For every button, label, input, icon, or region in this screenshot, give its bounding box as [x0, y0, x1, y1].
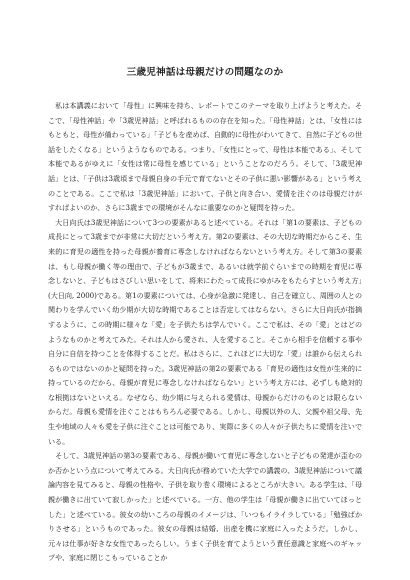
document-body — [48, 99, 362, 566]
paragraph: 私は本講義において「母性」に興味を持ち、レポートでこのテーマを取り上げようと考えた。そこで、「母性神話」や「3歳児神話」と呼ばれるものの存在を知った。「母性神話」とは、「女性にはもともと、母性が備わっている」「子どもを産めば、自動的に母性がわいてきて、自然に子どもの世話をしたくなる」というようなものである。つまり、「女性にとって、母性は本能である」、そして本能であるがゆえに「女性は常に母性を感じている」ということなのだろう。そして、「3歳児神話」とは、「子供は3歳頃まで母親自身の手元で育てないとその子供に悪い影響がある」という考えのことである。ここで私は「3歳児神話」において、子供と向き合い、愛情を注ぐのは母親だけがすればよいのか、さらに3歳までの環境がそんなに重要なのかと疑問を持った。 — [48, 101, 362, 213]
paragraph: そして、3歳児神話の第3の要素である、母親が働いて育児に専念しないと子どもの発達が歪むのか否かという点について考えてみる。大日向氏が務めていた大学での講義の、3歳児神話について議論内容を見てみると、母親の性格や、子供を取り巻く環境によるところが大きい。ある学生は、「母親が働きに出ていて寂しかった」と述べている。一方、他の学生は「母親が働きに出ていてほっとした」と述べている。彼女の幼いころの母親のイメージは、「いつもイライラしている」「勉強ばかりさせる」というものであった。彼女の母親は結婚、出産を機に家庭に入ったようだ。しかし、元々は仕事が好きな女性であったらしい。うまく子供を育てようという責任意識と家庭へのギャップや、家庭に閉じこもっていることか — [48, 451, 362, 563]
paragraph: 大日向氏は3歳児神話について3つの要素があると述べている。それは「第1の要素は、子どもの成長にとって3歳までが非常に大切だという考え方。第2の要素は、その大切な時期だからこそ、生来的に育児の適性を持った母親が養育に専念しなければならないという考え方。そして第3の要素は、もし母親が働く等の理由で、子どもが3歳まで、あるいは就学前ぐらいまでの時期を育児に専念しないと、子どもはさびしい思いをして、将来にわたって成長にゆがみをもたらすという考え方」(大日向, 2000)である。第1の要素については、心身が急激に発達し、自己を確立し、周囲の人との関わりを学んでいく幼少期が大切な時期であることは否定してはならない。さらに大日向氏が指摘するように、この時期に様々な「愛」を子供たちは学んでいく。ここで私は、その「愛」とはどのようなものかと考えてみた。それは人から愛され、人を愛すること。そこから相手を信頼する事や自分に自信を持つことを体得することだ。私はさらに、これほどに大切な「愛」は誰から伝えられるものではないのかと疑問を持った。3歳児神話の第2の要素である「育児の適性は女性が生来的に持っているのだから、母親が育児に専念しなければならない」という考え方には、必ずしも絶対的な根拠はないといえる。なぜなら、幼少期に与えられる愛情は、母親からだけのものとは限らないからだ。母親も愛情を注ぐことはもちろん必要である。しかし、母親以外の人、父親や祖父母、先生や地域の人々も愛を子供に注ぐことは可能であり、実際に多くの人々が子供たちに愛情を注いでいる。 — [48, 217, 362, 446]
document-title: 三歳児神話は母親だけの問題なのか — [126, 67, 284, 78]
